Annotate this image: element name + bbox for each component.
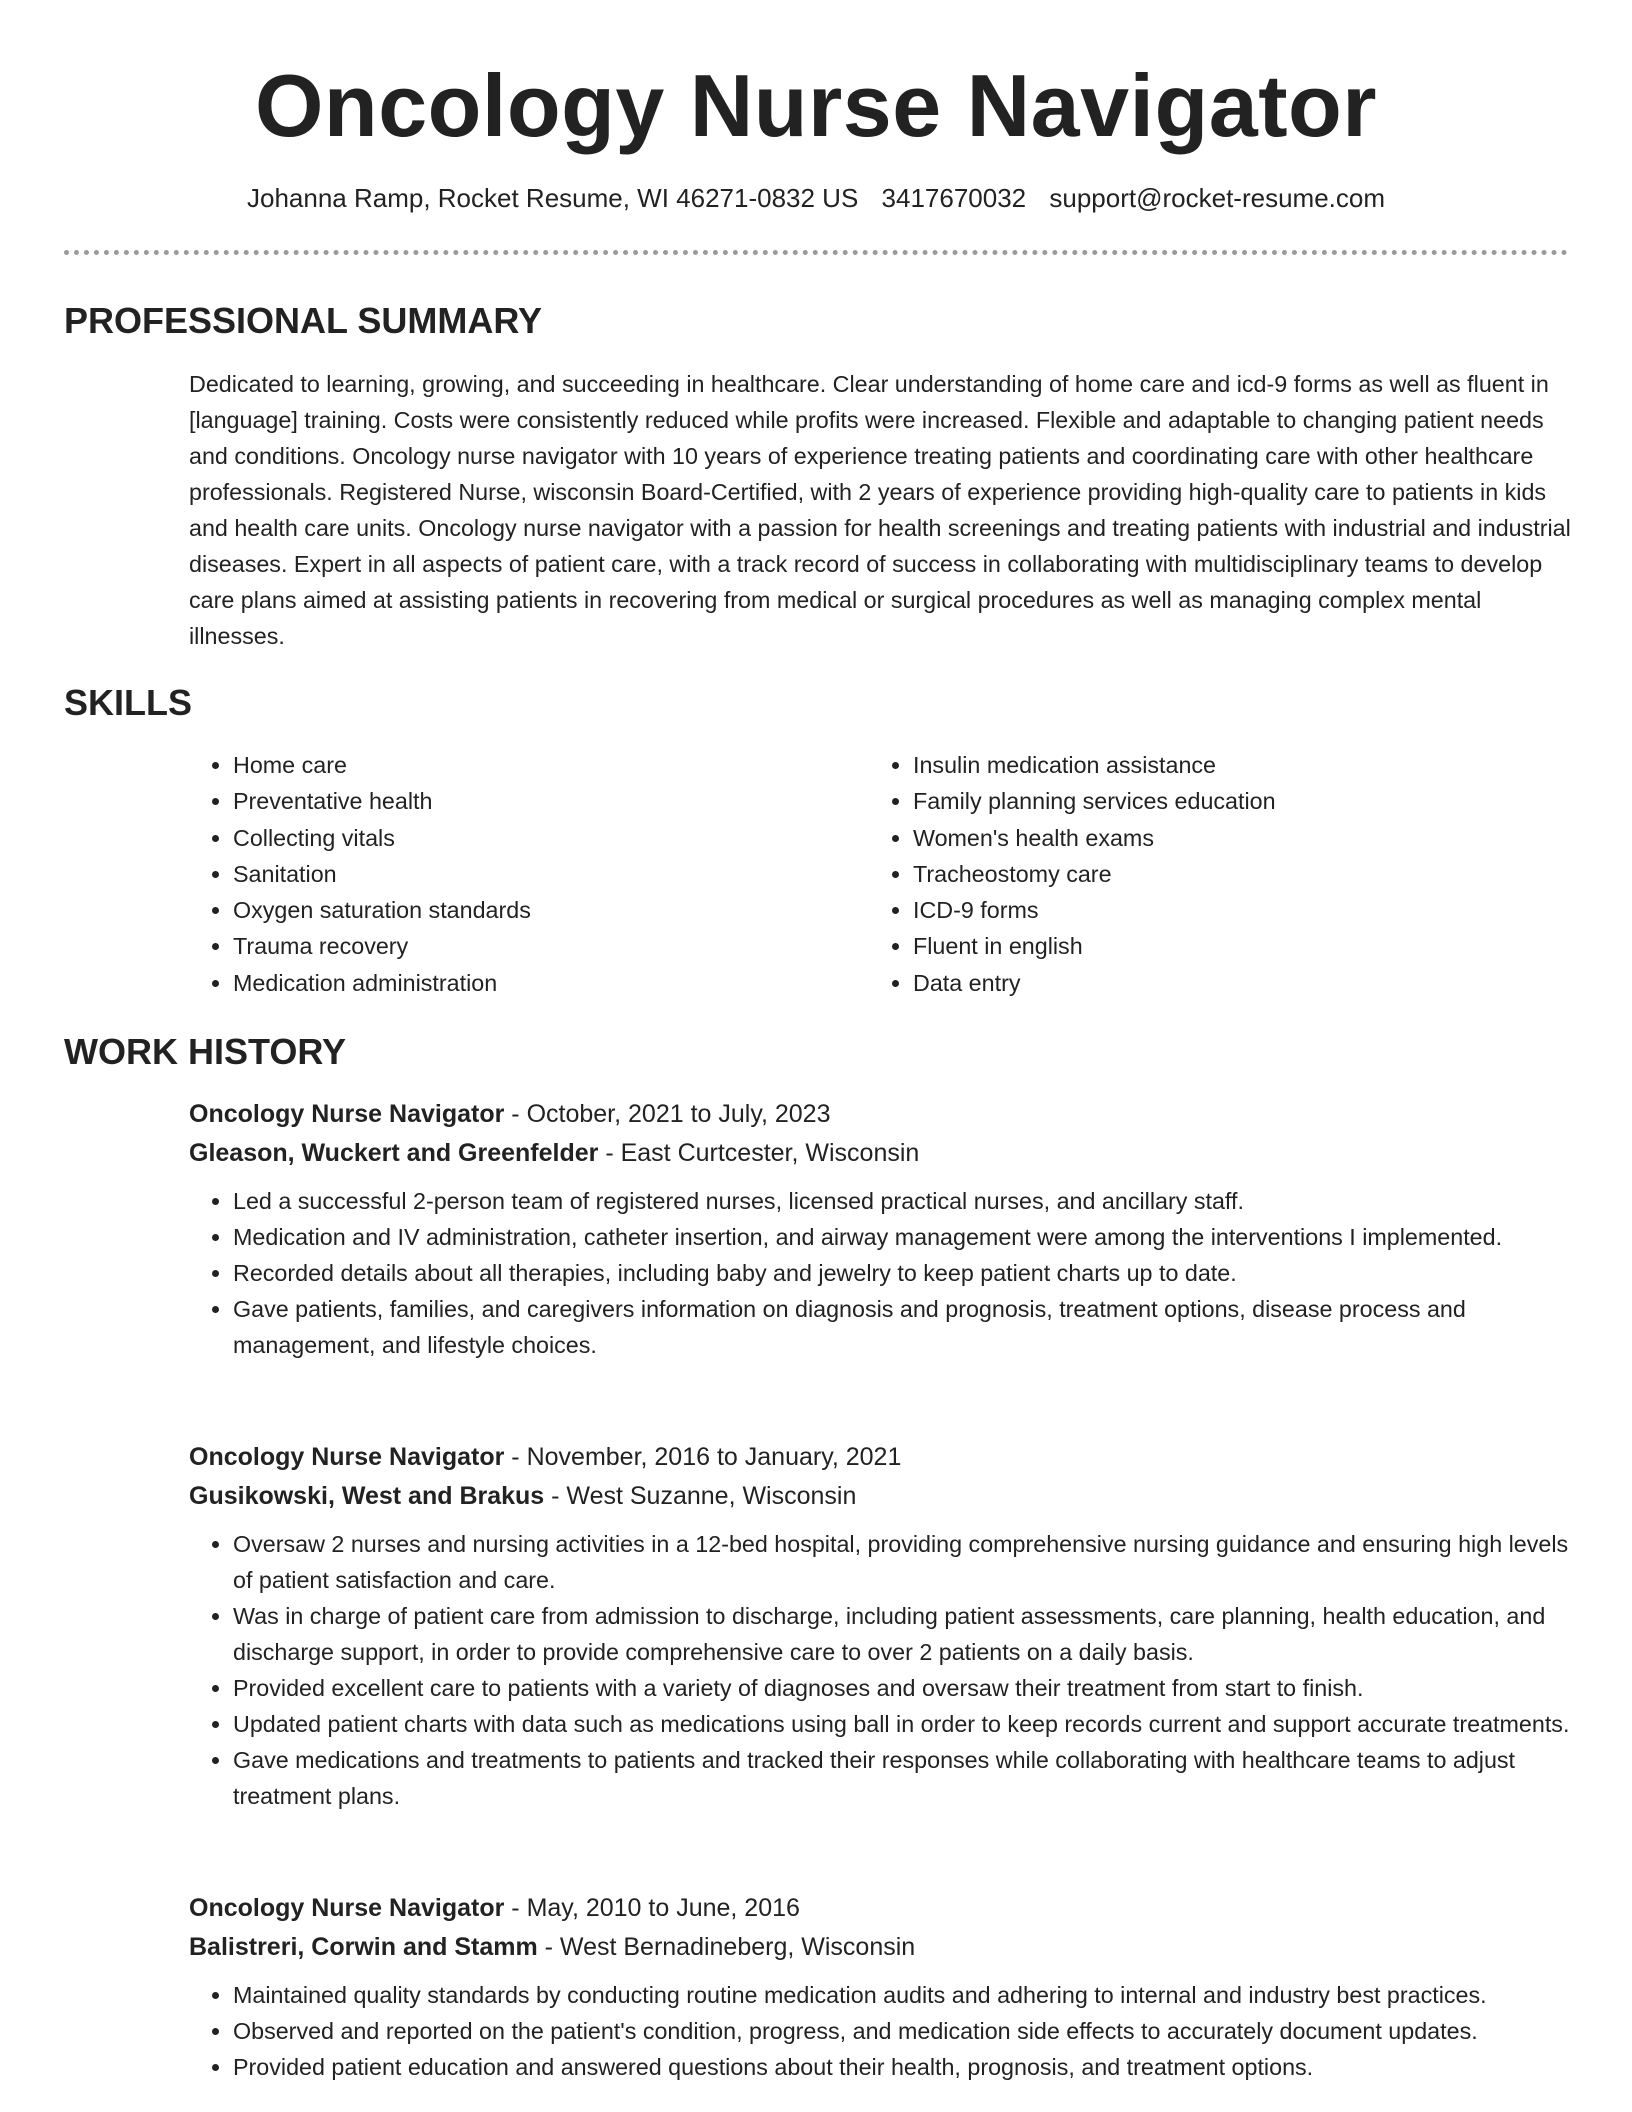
- job-role-line: [189, 1889, 1574, 1928]
- skills-left-list: [189, 747, 869, 1001]
- job-dates: - May, 2010 to June, 2016: [504, 1894, 800, 1922]
- job-company: Gleason, Wuckert and Greenfelder: [189, 1139, 599, 1167]
- skill-item: • Fluent in english: [913, 928, 1549, 964]
- contact-line: [0, 180, 1632, 216]
- skill-item: • ICD-9 forms: [913, 892, 1549, 928]
- job-company-line: [189, 1928, 1574, 1967]
- skill-item: • Oxygen saturation standards: [233, 892, 869, 928]
- job-company: Gusikowski, West and Brakus: [189, 1482, 545, 1510]
- skill-item: • Trauma recovery: [233, 928, 869, 964]
- work-history-heading: WORK HISTORY: [64, 1031, 347, 1072]
- contact-phone[interactable]: 3417670032: [881, 183, 1027, 213]
- job-role: Oncology Nurse Navigator: [189, 1100, 505, 1128]
- skills-columns: [189, 747, 1574, 1001]
- job-bullet: • Maintained quality standards by conducting routine medication audits and adhering to internal and industry best practices.: [233, 1977, 1574, 2013]
- job-bullets: [189, 1977, 1574, 2085]
- contact-address: Johanna Ramp, Rocket Resume, WI 46271-0832 US: [246, 183, 859, 213]
- job-bullet: • Observed and reported on the patient's condition, progress, and medication side effects to accurately document updates.: [233, 2013, 1574, 2049]
- skills-right-list: [869, 747, 1549, 1001]
- job-bullets: [189, 1526, 1574, 1814]
- job-bullet: • Was in charge of patient care from admission to discharge, including patient assessments, care planning, health education, and discharge support, in order to provide comprehensive care to over 2 patients on a daily basis.: [233, 1598, 1574, 1670]
- job-bullet: • Gave medications and treatments to patients and tracked their responses while collaborating with healthcare teams to adjust treatment plans.: [233, 1742, 1574, 1814]
- summary-text: Dedicated to learning, growing, and succeeding in healthcare. Clear understanding of home care and icd-9 forms as well as fluent in [language] training. Costs were consistently reduced while profits were increased. Flexible and adaptable to changing patient needs and conditions. Oncology nurse navigator with 10 years of experience treating patients and coordinating care with other healthcare professionals. Registered Nurse, wisconsin Board-Certified, with 2 years of experience providing high-quality care to patients in kids and health care units. Oncology nurse navigator with a passion for health screenings and treating patients with industrial and industrial diseases. Expert in all aspects of patient care, with a track record of success in collaborating with multidisciplinary teams to develop care plans aimed at assisting patients in recovering from medical or surgical procedures as well as managing complex mental illnesses.: [189, 371, 1571, 649]
- job-dates: - October, 2021 to July, 2023: [504, 1100, 831, 1128]
- job-company-line: [189, 1477, 1574, 1516]
- job-bullet: • Recorded details about all therapies, including baby and jewelry to keep patient charts up to date.: [233, 1255, 1574, 1291]
- job-location: - East Curtcester, Wisconsin: [598, 1139, 920, 1167]
- job-bullet: • Updated patient charts with data such as medications using ball in order to keep records current and support accurate treatments.: [233, 1706, 1574, 1742]
- skill-item: • Home care: [233, 747, 869, 783]
- job-bullets: [189, 1183, 1574, 1363]
- job-role: Oncology Nurse Navigator: [189, 1894, 505, 1922]
- job-bullet: • Provided patient education and answered questions about their health, prognosis, and treatment options.: [233, 2049, 1574, 2085]
- job-company-line: [189, 1134, 1574, 1173]
- skills-heading: SKILLS: [64, 682, 193, 723]
- job-role: Oncology Nurse Navigator: [189, 1443, 505, 1471]
- job-bullet: • Led a successful 2-person team of registered nurses, licensed practical nurses, and ancillary staff.: [233, 1183, 1574, 1219]
- resume-title: Oncology Nurse Navigator: [254, 56, 1377, 155]
- skill-item: • Insulin medication assistance: [913, 747, 1549, 783]
- job-entry: [189, 1889, 1574, 2085]
- contact-email[interactable]: support@rocket-resume.com: [1049, 183, 1386, 213]
- job-dates: - November, 2016 to January, 2021: [504, 1443, 902, 1471]
- job-location: - West Suzanne, Wisconsin: [544, 1482, 857, 1510]
- job-bullet: • Medication and IV administration, catheter insertion, and airway management were among the interventions I implemented.: [233, 1219, 1574, 1255]
- skill-item: • Medication administration: [233, 965, 869, 1001]
- skill-item: • Family planning services education: [913, 783, 1549, 819]
- job-bullet: • Provided excellent care to patients with a variety of diagnoses and oversaw their treatment from start to finish.: [233, 1670, 1574, 1706]
- skill-item: • Data entry: [913, 965, 1549, 1001]
- job-bullet: • Gave patients, families, and caregivers information on diagnosis and prognosis, treatment options, disease process and management, and lifestyle choices.: [233, 1291, 1574, 1363]
- job-entry: [189, 1438, 1574, 1814]
- skill-item: • Preventative health: [233, 783, 869, 819]
- job-company: Balistreri, Corwin and Stamm: [189, 1933, 538, 1961]
- job-role-line: [189, 1438, 1574, 1477]
- skill-item: • Collecting vitals: [233, 820, 869, 856]
- skill-item: • Tracheostomy care: [913, 856, 1549, 892]
- skill-item: • Women's health exams: [913, 820, 1549, 856]
- skill-item: • Sanitation: [233, 856, 869, 892]
- job-role-line: [189, 1095, 1574, 1134]
- summary-heading: PROFESSIONAL SUMMARY: [64, 300, 543, 341]
- job-location: - West Bernadineberg, Wisconsin: [537, 1933, 916, 1961]
- job-bullet: • Oversaw 2 nurses and nursing activities in a 12-bed hospital, providing comprehensive nursing guidance and ensuring high levels of patient satisfaction and care.: [233, 1526, 1574, 1598]
- header-divider: [64, 250, 1568, 255]
- job-entry: [189, 1095, 1574, 1363]
